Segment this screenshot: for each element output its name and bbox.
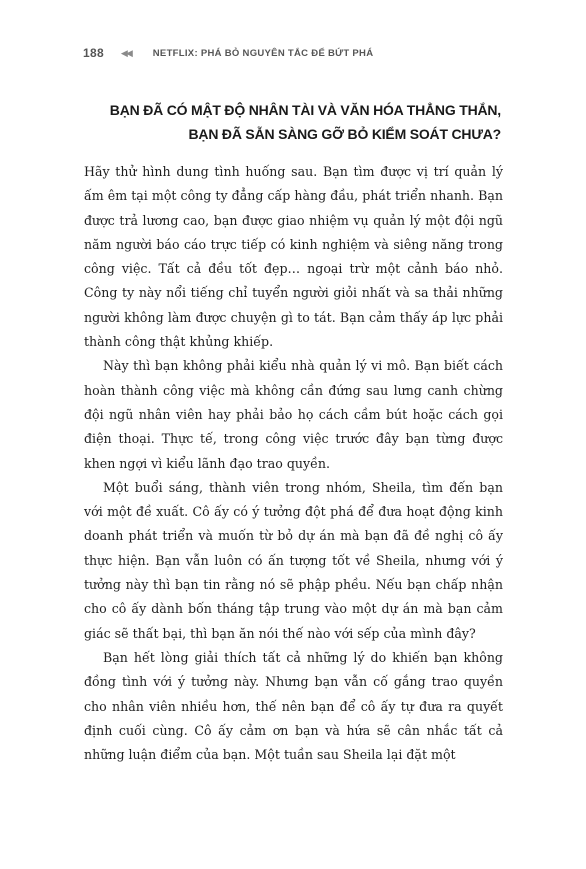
paragraph-1: Hãy thử hình dung tình huống sau. Bạn tìm được vị trí quản lý ấm êm tại một công ty đẳng cấp hàng đầu, phát triển nhanh. Bạn được trả lương cao, bạn được giao nhiệm vụ quản lý một đội ngũ năm người báo cáo trực tiếp có kinh nghiệm và siêng năng trong công việc. Tất cả đều tốt đẹp… ngoại trừ một cảnh báo nhỏ. Công ty này nổi tiếng chỉ tuyển người giỏi nhất và sa thải những người không làm được chuyện gì to tát. Bạn cảm thấy áp lực phải thành công thật khủng khiếp. [84,164,503,350]
double-left-arrow-icon: ◀◀ [120,47,131,58]
section-heading-line-2: BẠN ĐÃ SẴN SÀNG GỠ BỎ KIỂM SOÁT CHƯA? [188,126,501,142]
body-text [84,160,503,767]
paragraph-4: Bạn hết lòng giải thích tất cả những lý do khiến bạn không đồng tình với ý tưởng này. Nhưng bạn vẫn cố gắng trao quyền cho nhân viên nhiều hơn, thế nên bạn để cô ấy tự đưa ra quyết định cuối cùng. Cô ấy cảm ơn bạn và hứa sẽ cân nhắc tất cả những luận điểm của bạn. Một tuần sau Sheila lại đặt một [84,649,503,763]
paragraph-2: Này thì bạn không phải kiểu nhà quản lý vi mô. Bạn biết cách hoàn thành công việc mà không cần đứng sau lưng canh chừng đội ngũ nhân viên hay phải bảo họ cách cầm bút hoặc cách gọi điện thoại. Thực tế, trong công việc trước đây bạn từng được khen ngợi vì kiểu lãnh đạo trao quyền. [84,358,503,471]
running-header [83,44,373,62]
section-heading [61,98,501,146]
section-heading-line-1: BẠN ĐÃ CÓ MẬT ĐỘ NHÂN TÀI VÀ VĂN HÓA THẲNG THẮN, [109,102,501,118]
paragraph-3: Một buổi sáng, thành viên trong nhóm, Sheila, tìm đến bạn với một đề xuất. Cô ấy có ý tưởng đột phá để đưa hoạt động kinh doanh phát triển và muốn từ bỏ dự án mà bạn đã đề nghị cô ấy thực hiện. Bạn vẫn luôn có ấn tượng tốt về Sheila, nhưng với ý tưởng này thì bạn tin rằng nó sẽ phập phều. Nếu bạn chấp nhận cho cô ấy dành bốn tháng tập trung vào một dự án mà bạn cảm giác sẽ thất bại, thì bạn ăn nói thế nào với sếp của mình đây? [84,479,503,641]
book-title: NETFLIX: PHÁ BỎ NGUYÊN TẮC ĐỂ BỨT PHÁ [152,47,374,59]
page-number: 188 [83,46,104,60]
